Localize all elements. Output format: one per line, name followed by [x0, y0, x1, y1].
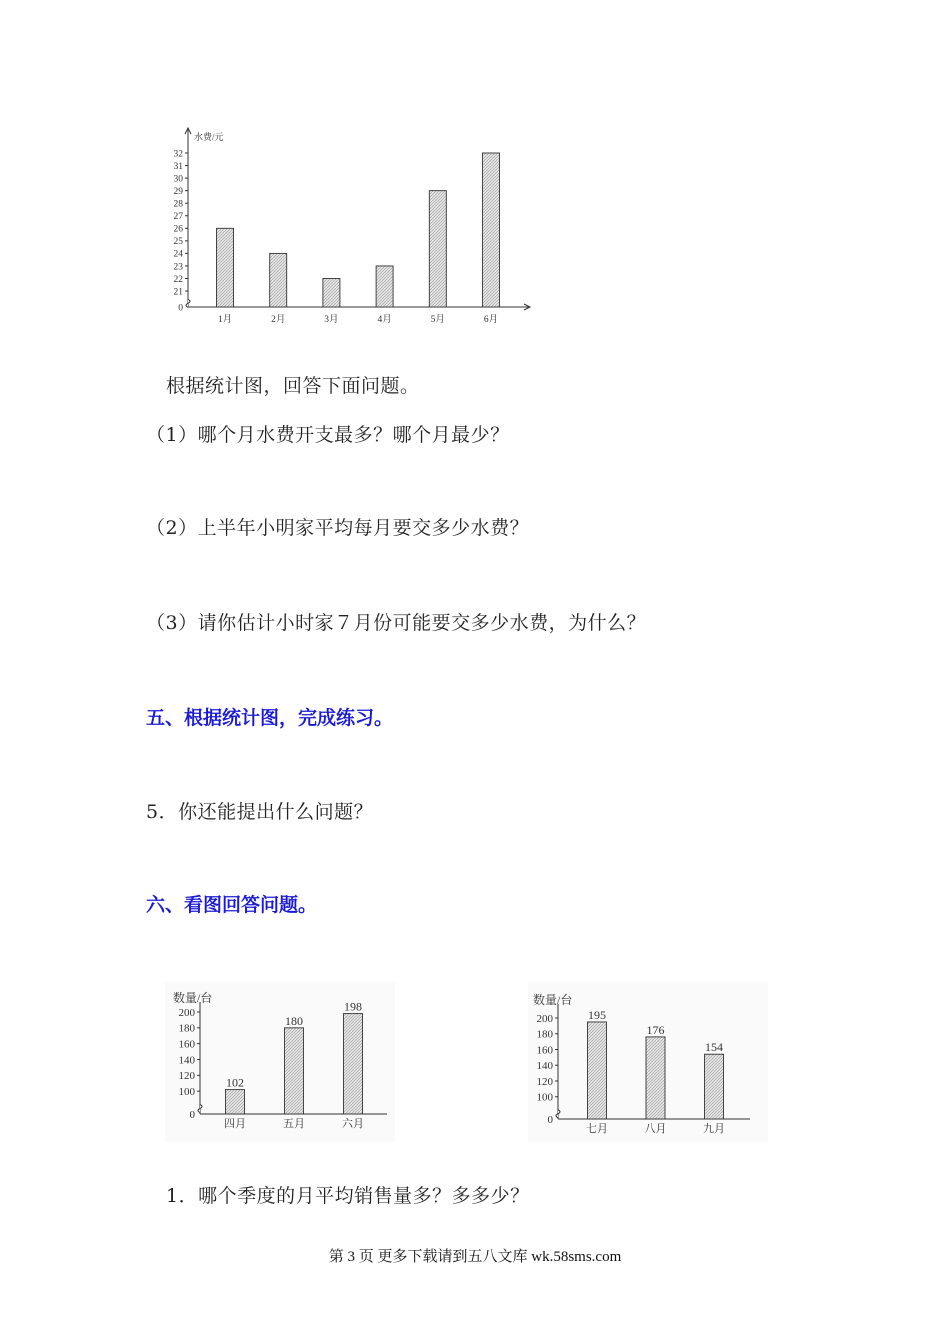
question-3: （3）请你估计小时家７月份可能要交多少水费，为什么？ [146, 612, 647, 634]
bar [483, 153, 500, 307]
y-tick-label: 26 [173, 224, 183, 235]
y-tick-label: 30 [173, 174, 183, 185]
data-label: 198 [344, 999, 362, 1014]
x-tick-label: 八月 [644, 1123, 667, 1135]
bar [285, 1028, 304, 1114]
x-tick-label: 2月 [271, 315, 286, 325]
y-tick-label: 28 [173, 199, 183, 210]
y-tick-label: 21 [173, 287, 183, 298]
y-tick-label: 160 [536, 1044, 553, 1057]
x-tick-label: 四月 [224, 1118, 246, 1130]
bar [323, 279, 340, 308]
y-tick-label: 120 [178, 1070, 195, 1083]
x-tick-label: 七月 [586, 1123, 608, 1135]
y-axis-label: 数量/台 [533, 993, 573, 1007]
y-tick-label: 140 [536, 1060, 553, 1073]
y-tick-label: 23 [173, 262, 183, 273]
data-label: 102 [226, 1075, 244, 1090]
y-tick-label: 200 [178, 1006, 195, 1019]
bar [588, 1022, 607, 1119]
y-tick-label: 120 [536, 1075, 553, 1088]
y-tick-label: 140 [178, 1054, 195, 1067]
x-tick-label: 五月 [283, 1118, 305, 1130]
y-tick-label: 25 [173, 237, 183, 248]
y-tick-label: 32 [173, 149, 183, 160]
section-5-heading: 五、根据统计图，完成练习。 [146, 707, 394, 729]
y-tick-label: 100 [178, 1086, 195, 1099]
y-tick-label: 200 [536, 1012, 553, 1025]
question-2: （2）上半年小明家平均每月要交多少水费？ [146, 517, 530, 539]
x-tick-label: 3月 [324, 315, 339, 325]
data-label: 195 [588, 1007, 606, 1022]
x-tick-label: 六月 [342, 1118, 364, 1130]
y-axis-label: 数量/台 [173, 991, 213, 1005]
bar [646, 1037, 665, 1119]
y-tick-label: 100 [536, 1091, 553, 1104]
y-tick-label: 160 [178, 1038, 195, 1051]
sales-q3-bar-chart [528, 982, 768, 1142]
y-tick-label: 180 [178, 1022, 195, 1035]
y-axis-label: 水费/元 [194, 132, 224, 142]
bar [226, 1090, 245, 1114]
x-tick-label: 九月 [703, 1123, 725, 1135]
y-tick-label: 0 [547, 1113, 553, 1126]
y-tick-label: 29 [173, 186, 183, 197]
data-label: 176 [646, 1022, 665, 1037]
y-tick-label: 22 [173, 274, 183, 285]
question-5: 5．你还能提出什么问题？ [146, 801, 374, 823]
x-tick-label: 4月 [377, 315, 392, 325]
bar [429, 191, 446, 307]
chart-intro-text: 根据统计图，回答下面问题。 [166, 375, 420, 397]
water-fee-bar-chart [150, 120, 550, 335]
data-label: 180 [285, 1013, 303, 1028]
question-1: （1）哪个月水费开支最多？哪个月最少？ [146, 424, 510, 446]
bar [344, 1014, 363, 1114]
y-tick-label: 0 [189, 1108, 195, 1121]
y-tick-label: 180 [536, 1028, 553, 1041]
y-tick-label: 27 [173, 212, 183, 223]
question-6-1: 1．哪个季度的月平均销售量多？多多少？ [166, 1185, 530, 1207]
y-tick-label: 0 [178, 303, 183, 314]
y-tick-label: 24 [173, 249, 183, 260]
page-footer: 第 3 页 更多下载请到五八文库 wk.58sms.com [328, 1249, 622, 1265]
y-tick-label: 31 [173, 161, 183, 172]
sales-q2-bar-chart [165, 982, 395, 1142]
x-tick-label: 5月 [430, 315, 445, 325]
data-label: 154 [705, 1040, 723, 1055]
x-tick-label: 6月 [483, 315, 499, 325]
bar [705, 1054, 724, 1119]
bar [270, 253, 287, 307]
bar [217, 228, 234, 307]
bar [376, 266, 393, 307]
x-tick-label: 1月 [217, 315, 233, 325]
section-6-heading: 六、看图回答问题。 [146, 894, 318, 916]
axis-break-mark [186, 299, 190, 307]
